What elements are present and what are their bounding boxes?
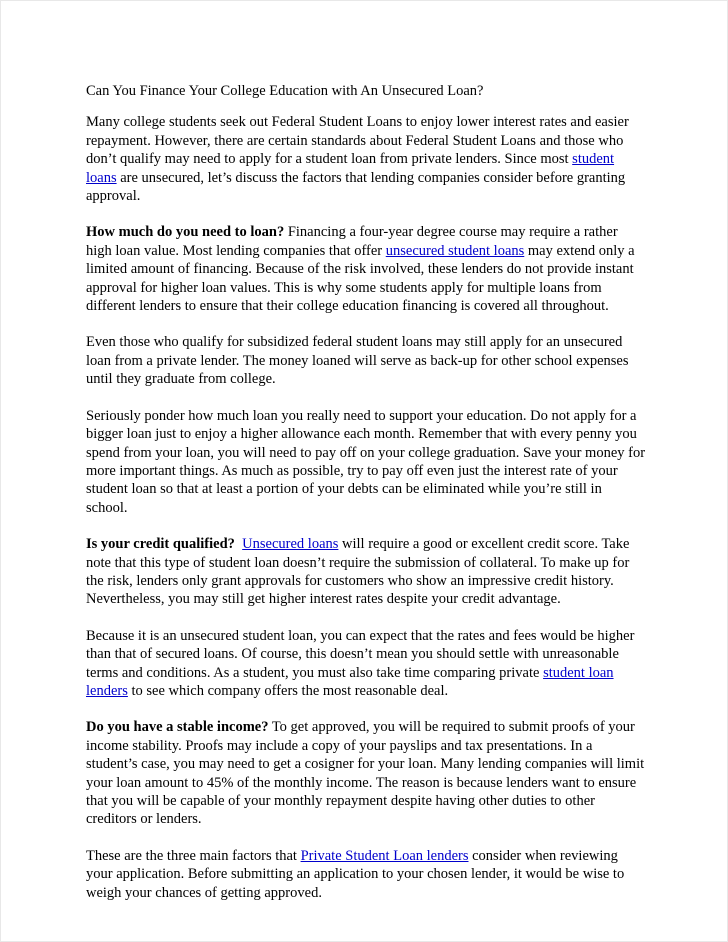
rates-text-1: Because it is an unsecured student loan, you can expect that the rates and fees would be higher than that of secured loans. Of course, this doesn’t mean you should settle with unreasonable terms and conditions. As a student, you must also take time comparing private xyxy=(86,627,635,681)
credit-heading: Is your credit qualified? xyxy=(86,536,235,553)
ponder-loan-paragraph: Seriously ponder how much loan you really need to support your education. Do not apply for a bigger loan just to enjoy a higher allowance each month. Remember that with every penny you spend from your loan, you will need to pay off on your college graduation. Save your money for more important things. As much as possible, try to pay off even just the interest rate of your student loan so that at least a portion of your debts can be eliminated while you’re still in school. xyxy=(86,407,646,516)
subsidized-loans-paragraph: Even those who qualify for subsidized federal student loans may still apply for an unsecured loan from a private lender. The money loaned will serve as back-up for other school expenses until they graduate from college. xyxy=(86,334,629,388)
student-loans-link[interactable]: student loans xyxy=(86,151,615,186)
unsecured-loans-link[interactable]: Unsecured loans xyxy=(242,536,339,553)
loan-amount-heading: How much do you need to loan? xyxy=(86,224,285,241)
rates-paragraph xyxy=(86,627,646,701)
document-title: Can You Finance Your College Education with An Unsecured Loan? xyxy=(86,83,484,99)
intro-paragraph xyxy=(86,113,646,205)
private-student-loan-lenders-link[interactable]: Private Student Loan lenders xyxy=(300,847,469,864)
conclusion-paragraph xyxy=(86,847,646,902)
loan-amount-paragraph xyxy=(86,223,646,315)
credit-text: will require a good or excellent credit score. Take note that this type of student loan doesn’t require the submission of collateral. To make up for the risk, lenders only grant approvals for customers who show an impressive credit history. Nevertheless, you may still get higher interest rates despite your credit advantage. xyxy=(86,536,630,608)
income-paragraph xyxy=(86,718,646,828)
loan-amount-text-1: Financing a four-year degree course may require a rather high loan value. Most lending companies that offer xyxy=(86,224,618,259)
income-text: To get approved, you will be required to submit proofs of your income stability. Proofs may include a copy of your payslips and tax presentations. In a student’s case, you may need to get a cosigner for your loan. Many lending companies will limit your loan amount to 45% of the monthly income. The reason is because lenders want to ensure that you will be capable of your monthly repayment despite having other duties to other creditors or lenders. xyxy=(86,719,645,828)
conclusion-text-1: These are the three main factors that xyxy=(86,847,301,864)
document-body xyxy=(86,82,646,920)
unsecured-student-loans-link[interactable]: unsecured student loans xyxy=(385,242,525,259)
income-heading: Do you have a stable income? xyxy=(86,719,269,736)
intro-text-2: are unsecured, let’s discuss the factors that lending companies consider before granting approval. xyxy=(86,169,626,205)
student-loan-lenders-link[interactable]: student loan lenders xyxy=(86,664,614,699)
intro-text-1: Many college students seek out Federal Student Loans to enjoy lower interest rates and easier repayment. However, there are certain standards about Federal Student Loans and those who don’t qualify may need to apply for a student loan from private lenders. Since most xyxy=(86,114,629,168)
credit-paragraph xyxy=(86,535,646,609)
loan-amount-text-2: may extend only a limited amount of financing. Because of the risk involved, these lenders do not provide instant approval for higher loan values. This is why some students apply for multiple loans from different lenders to ensure that their college education financing is covered all throughout. xyxy=(86,242,635,315)
conclusion-text-2: consider when reviewing your application. Before submitting an application to your chosen lender, it would be wise to weigh your chances of getting approved. xyxy=(86,847,625,901)
rates-text-2: to see which company offers the most reasonable deal. xyxy=(127,682,449,699)
